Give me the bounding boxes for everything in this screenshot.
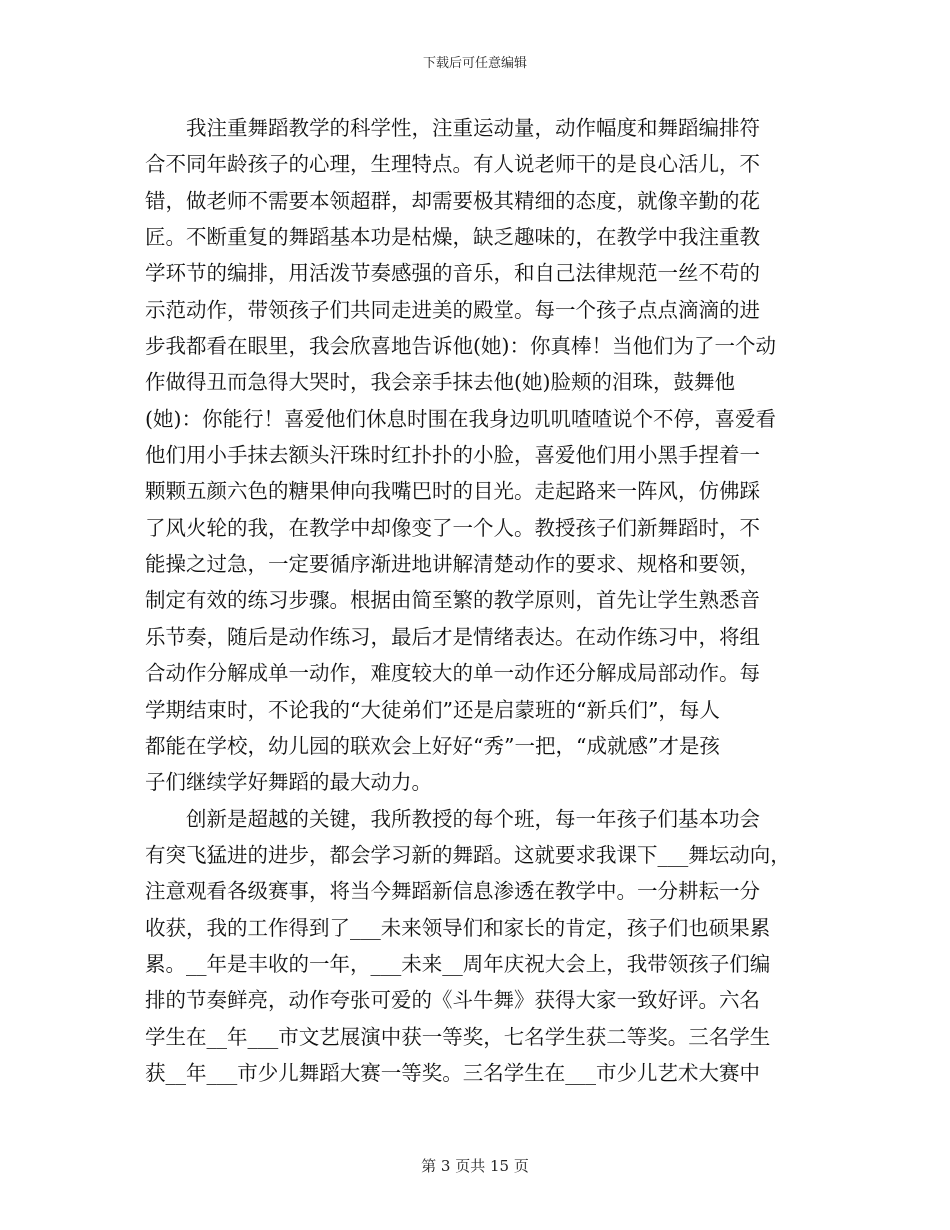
text-line: 他们用小手抹去额头汗珠时红扑扑的小脸，喜爱他们用小黑手捏着一 xyxy=(145,443,760,468)
text-line: 乐节奏，随后是动作练习，最后才是情绪表达。在动作练习中，将组 xyxy=(145,624,760,649)
text-line: 创新是超越的关键，我所教授的每个班，每一年孩子们基本功会 xyxy=(186,806,760,831)
text-line: 学期结束时，不论我的“大徒弟们”还是启蒙班的“新兵们”，每人 xyxy=(145,697,720,722)
text-line: (她)：你能行！喜爱他们休息时围在我身边叽叽喳喳说个不停，喜爱看 xyxy=(145,406,776,431)
paragraph-1 xyxy=(145,110,810,801)
text-line: 排的节奏鲜亮，动作夸张可爱的《斗牛舞》获得大家一致好评。六名 xyxy=(145,988,760,1013)
text-line: 合动作分解成单一动作，难度较大的单一动作还分解成局部动作。每 xyxy=(145,661,760,686)
text-line: 了风火轮的我，在教学中却像变了一个人。教授孩子们新舞蹈时，不 xyxy=(145,515,760,540)
paragraph-2 xyxy=(145,801,810,1092)
text-line: 匠。不断重复的舞蹈基本功是枯燥，缺乏趣味的，在教学中我注重教 xyxy=(145,225,760,250)
text-line: 获__年___市少儿舞蹈大赛一等奖。三名学生在___市少儿艺术大赛中 xyxy=(145,1060,760,1085)
text-line: 作做得丑而急得大哭时，我会亲手抹去他(她)脸颊的泪珠，鼓舞他 xyxy=(145,370,735,395)
text-line: 步我都看在眼里，我会欣喜地告诉他(她)：你真棒！当他们为了一个动 xyxy=(145,334,776,359)
text-line: 颗颗五颜六色的糖果伸向我嘴巴时的目光。走起路来一阵风，仿佛踩 xyxy=(145,479,760,504)
text-line: 错，做老师不需要本领超群，却需要极其精细的态度，就像辛勤的花 xyxy=(145,188,760,213)
text-line: 我注重舞蹈教学的科学性，注重运动量，动作幅度和舞蹈编排符 xyxy=(186,116,760,140)
text-line: 学环节的编排，用活泼节奏感强的音乐，和自己法律规范一丝不苟的 xyxy=(145,261,760,286)
text-line: 学生在__年___市文艺展演中获一等奖，七名学生获二等奖。三名学生 xyxy=(145,1024,771,1049)
text-line: 制定有效的练习步骤。根据由简至繁的教学原则，首先让学生熟悉音 xyxy=(145,588,760,613)
text-line: 注意观看各级赛事，将当今舞蹈新信息渗透在教学中。一分耕耘一分 xyxy=(145,879,760,904)
text-line: 有突飞猛进的进步，都会学习新的舞蹈。这就要求我课下___舞坛动向， xyxy=(145,842,791,867)
text-line: 累。__年是丰收的一年，___未来__周年庆祝大会上，我带领孩子们编 xyxy=(145,951,771,976)
page-header: 下载后可任意编辑 xyxy=(422,56,527,71)
text-line: 能操之过急，一定要循序渐进地讲解清楚动作的要求、规格和要领， xyxy=(145,552,760,577)
text-line: 示范动作，带领孩子们共同走进美的殿堂。每一个孩子点点滴滴的进 xyxy=(145,297,760,322)
text-line: 子们继续学好舞蹈的最大动力。 xyxy=(145,770,432,795)
text-line: 合不同年龄孩子的心理，生理特点。有人说老师干的是良心活儿，不 xyxy=(145,152,760,177)
text-line: 都能在学校，幼儿园的联欢会上好好“秀”一把，“成就感”才是孩 xyxy=(145,733,720,758)
document-body xyxy=(145,110,810,1091)
text-line: 收获，我的工作得到了___未来领导们和家长的肯定，孩子们也硕果累 xyxy=(145,915,771,940)
page-number: 第 3 页共 15 页 xyxy=(421,1157,529,1175)
